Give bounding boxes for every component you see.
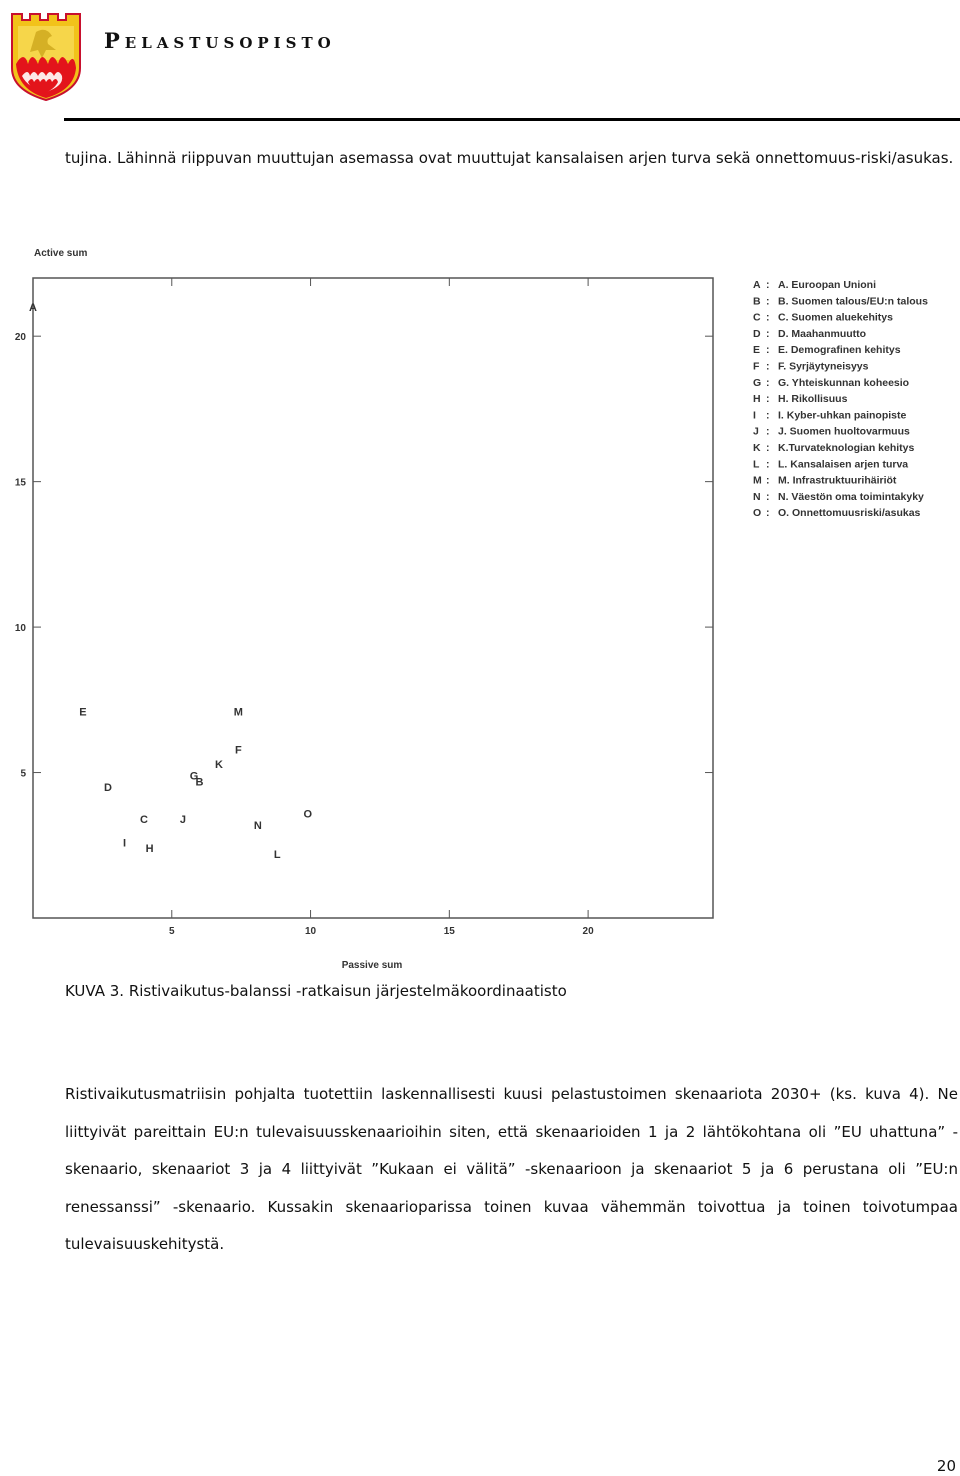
- legend-label: J. Suomen huoltovarmuus: [778, 425, 910, 438]
- legend-separator: :: [766, 311, 770, 324]
- legend-key: B: [753, 295, 761, 308]
- legend-label: A. Euroopan Unioni: [778, 279, 876, 291]
- legend-item: [753, 393, 848, 405]
- legend-key: D: [753, 327, 761, 340]
- legend-separator: :: [766, 474, 770, 487]
- x-tick-label: 5: [168, 926, 175, 937]
- legend-separator: :: [766, 376, 770, 389]
- legend-item: [753, 426, 910, 438]
- legend-label: G. Yhteiskunnan koheesio: [778, 376, 910, 389]
- legend-key: L: [753, 458, 760, 471]
- legend-item: [753, 458, 908, 470]
- legend-separator: :: [766, 458, 770, 471]
- legend-label: E. Demografinen kehitys: [778, 344, 901, 357]
- legend-separator: :: [766, 425, 770, 438]
- legend-item: [753, 328, 866, 340]
- legend-key: K: [753, 442, 761, 454]
- data-point-i: I: [123, 837, 127, 850]
- header-divider: [64, 118, 960, 121]
- y-tick-label: 10: [14, 623, 26, 635]
- page-number: 20: [936, 1457, 956, 1475]
- legend-separator: :: [766, 507, 770, 520]
- legend-item: [753, 279, 876, 291]
- data-point-j: J: [179, 814, 186, 827]
- data-point-c: C: [140, 814, 148, 827]
- legend-separator: :: [766, 442, 770, 454]
- legend-key: C: [753, 311, 761, 324]
- x-tick-label: 15: [443, 926, 455, 937]
- legend-label: C. Suomen aluekehitys: [778, 311, 893, 324]
- data-point-h: H: [145, 843, 154, 856]
- data-point-m: M: [233, 706, 243, 719]
- data-point-e: E: [79, 706, 87, 719]
- legend-label: H. Rikollisuus: [778, 393, 848, 406]
- legend-key: M: [753, 474, 762, 487]
- y-tick-label: 15: [14, 477, 26, 489]
- organization-name: Pelastusopisto: [104, 28, 336, 53]
- legend-key: O: [753, 507, 762, 520]
- x-tick-label: 20: [582, 926, 594, 937]
- legend-label: M. Infrastruktuurihäiriöt: [778, 474, 897, 487]
- legend-key: J: [753, 425, 759, 438]
- legend-label: L. Kansalaisen arjen turva: [778, 458, 909, 471]
- x-tick-label: 10: [304, 926, 317, 937]
- data-point-o: O: [303, 808, 313, 821]
- legend-label: K.Turvateknologian kehitys: [778, 442, 915, 454]
- coat-of-arms-flames-icon: [8, 10, 84, 102]
- legend-item: [753, 377, 909, 389]
- legend-label: D. Maahanmuutto: [778, 327, 867, 340]
- legend-label: I. Kyber-uhkan painopiste: [778, 409, 907, 422]
- legend-key: E: [753, 344, 761, 357]
- data-point-a: A: [29, 302, 37, 315]
- data-point-g: G: [189, 770, 199, 783]
- legend-separator: :: [766, 360, 770, 373]
- y-tick-label: 20: [14, 332, 26, 344]
- legend-item: [753, 295, 928, 307]
- legend-item: [753, 507, 921, 519]
- data-point-n: N: [253, 819, 262, 832]
- plot-frame: [33, 278, 713, 918]
- legend-key: G: [753, 376, 762, 389]
- legend-key: I: [753, 409, 756, 422]
- legend-item: [753, 361, 869, 373]
- body-paragraph: Ristivaikutusmatriisin pohjalta tuotettiin laskennallisesti kuusi pelastustoimen skenaariota 2030+ (ks. kuva 4). Ne liittyivät pareittain EU:n tulevaisuusskenaarioihin siten, että skenaarioiden 1 ja 2 lähtökohtana oli ”EU uhattuna” -skenaario, skenaariot 3 ja 4 liittyivät ”Kukaan ei välitä” -skenaarioon ja skenaariot 5 ja 6 perustana oli ”EU:n renessanssi” -skenaario. Kussakin skenaarioparissa toinen kuvaa vähemmän toivottua ja toinen toivotumpaa tulevaisuuskehitystä.: [65, 1085, 958, 1253]
- legend-key: A: [753, 279, 761, 291]
- legend-item: [753, 344, 901, 356]
- data-point-b: B: [195, 776, 204, 789]
- figure-caption: KUVA 3. Ristivaikutus-balanssi -ratkaisun järjestelmäkoordinaatisto: [65, 982, 567, 1000]
- data-point-d: D: [103, 782, 112, 795]
- data-point-f: F: [235, 744, 242, 757]
- intro-paragraph: tujina. Lähinnä riippuvan muuttujan asemassa ovat muuttujat kansalaisen arjen turva sekä onnettomuus-riski/asukas.: [65, 149, 954, 167]
- legend-separator: :: [766, 279, 770, 291]
- legend-item: [753, 312, 893, 324]
- legend-separator: :: [766, 490, 770, 503]
- legend-label: F. Syrjäytyneisyys: [778, 360, 869, 373]
- y-axis-label: Active sum: [34, 248, 88, 259]
- legend-key: N: [753, 490, 761, 503]
- data-point-k: K: [214, 758, 223, 771]
- legend-separator: :: [766, 393, 770, 406]
- legend-separator: :: [766, 409, 770, 422]
- y-tick-label: 5: [20, 768, 26, 780]
- legend-separator: :: [766, 327, 770, 340]
- legend-separator: :: [766, 295, 770, 308]
- legend-key: F: [753, 360, 760, 373]
- data-point-l: L: [273, 849, 281, 861]
- legend-item: [753, 491, 924, 503]
- scatter-chart: [0, 236, 960, 976]
- legend-item: [753, 442, 914, 454]
- legend-item: [753, 475, 897, 487]
- legend-key: H: [753, 393, 761, 406]
- legend-separator: :: [766, 344, 770, 357]
- legend-label: N. Väestön oma toimintakyky: [778, 490, 924, 503]
- legend-label: O. Onnettomuusriski/asukas: [778, 507, 921, 520]
- x-axis-label: Passive sum: [341, 960, 403, 971]
- legend-label: B. Suomen talous/EU:n talous: [778, 295, 928, 308]
- legend-item: [753, 409, 907, 421]
